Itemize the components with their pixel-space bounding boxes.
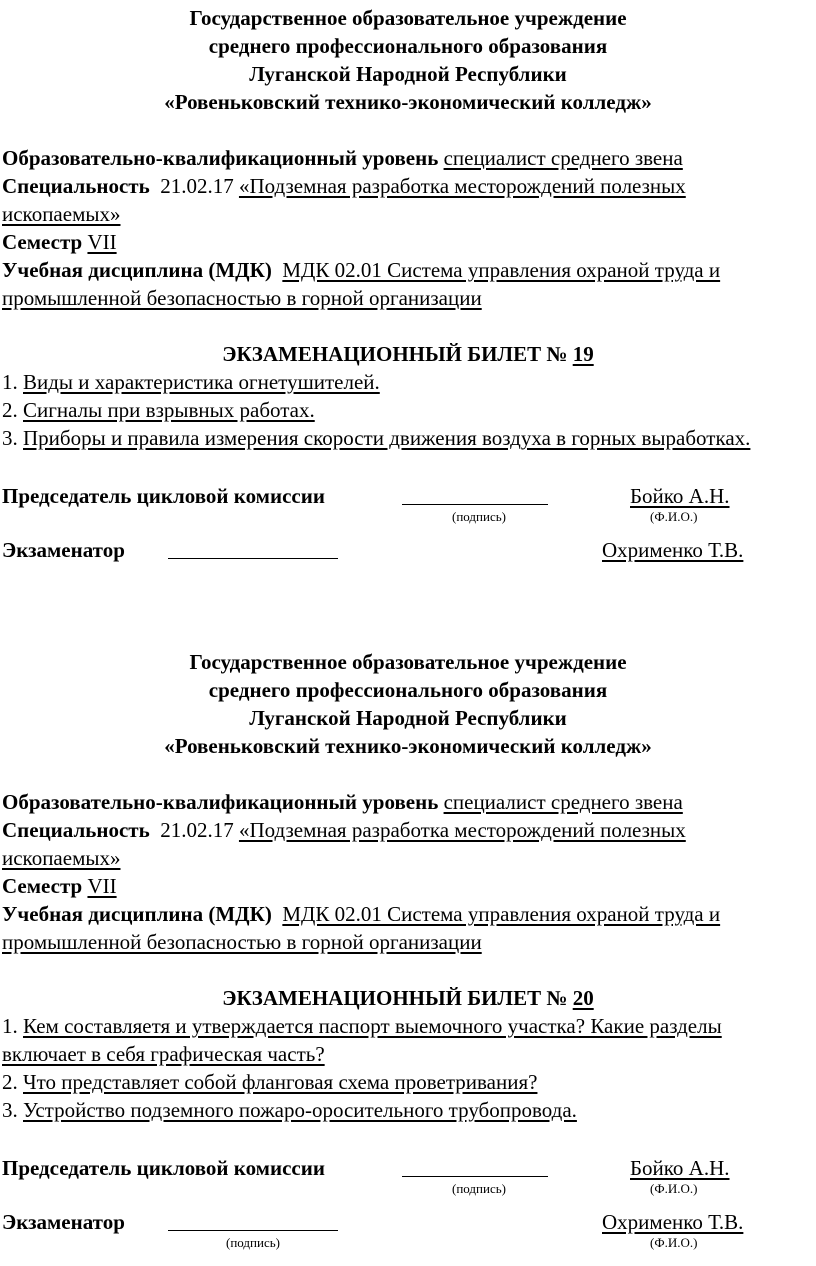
question-number: 1. (2, 370, 18, 394)
examiner-name: Охрименко Т.В. (602, 1210, 744, 1234)
question-item (2, 396, 762, 424)
qualification-level-row (2, 144, 802, 172)
specialty-label: Специальность (2, 174, 150, 198)
question-number: 1. (2, 1014, 18, 1038)
specialty-code: 21.02.17 (160, 818, 234, 842)
examiner-label: Экзаменатор (2, 1210, 125, 1234)
semester-row (2, 228, 802, 256)
question-list (0, 368, 762, 452)
specialty-row (2, 816, 802, 872)
discipline-label: Учебная дисциплина (МДК) (2, 902, 272, 926)
specialty-value: «Подземная разработка месторождений полезных ископаемых» (2, 818, 686, 870)
fio-hint: (Ф.И.О.) (650, 509, 698, 524)
header-line-3: Луганской Народной Республики (249, 706, 567, 730)
header-line-3: Луганской Народной Республики (249, 62, 567, 86)
header-line-2: среднего профессионального образования (208, 34, 608, 58)
header-line-1: Государственное образовательное учреждение (189, 650, 627, 674)
question-item (2, 1068, 762, 1096)
discipline-row (2, 256, 802, 312)
header-line-1: Государственное образовательное учреждение (189, 6, 627, 30)
ticket-info (0, 144, 802, 312)
specialty-code: 21.02.17 (160, 174, 234, 198)
ticket-number: 19 (572, 342, 594, 366)
question-text: Приборы и правила измерения скорости движения воздуха в горных выработках. (23, 426, 751, 450)
ticket-number: 20 (572, 986, 594, 1010)
exam-ticket-19 (0, 4, 816, 586)
question-item (2, 368, 762, 396)
ticket-info (0, 788, 802, 956)
examiner-name: Охрименко Т.В. (602, 538, 744, 562)
signature-line (168, 1230, 338, 1231)
signature-line (402, 1176, 548, 1177)
question-number: 2. (2, 398, 18, 422)
qualification-level-row (2, 788, 802, 816)
institution-header (0, 648, 816, 760)
ticket-title-prefix: ЭКЗАМЕНАЦИОННЫЙ БИЛЕТ № (222, 342, 568, 366)
question-text: Виды и характеристика огнетушителей. (23, 370, 380, 394)
examiner-label: Экзаменатор (2, 538, 125, 562)
chair-name: Бойко А.Н. (630, 1156, 730, 1180)
qualification-level-label: Образовательно-квалификационный уровень (2, 146, 439, 170)
chair-signature-row (0, 482, 816, 532)
discipline-value: МДК 02.01 Система управления охраной труда и промышленной безопасностью в горной организации (2, 902, 721, 954)
fio-hint: (Ф.И.О.) (650, 1235, 698, 1250)
question-item (2, 1012, 762, 1068)
signature-hint: (подпись) (226, 1235, 280, 1250)
chair-signature-row (0, 1154, 816, 1204)
question-text: Кем составляетя и утверждается паспорт выемочного участка? Какие разделы включает в себя графическая часть? (2, 1014, 722, 1066)
header-line-4: «Ровеньковский технико-экономический колледж» (164, 734, 652, 758)
semester-label: Семестр (2, 230, 83, 254)
qualification-level-value: специалист среднего звена (443, 146, 683, 170)
chair-label: Председатель цикловой комиссии (2, 484, 325, 508)
header-line-2: среднего профессионального образования (208, 678, 608, 702)
exam-ticket-20 (0, 648, 816, 1258)
ticket-title-prefix: ЭКЗАМЕНАЦИОННЫЙ БИЛЕТ № (222, 986, 568, 1010)
fio-hint: (Ф.И.О.) (650, 1181, 698, 1196)
question-number: 3. (2, 1098, 18, 1122)
specialty-row (2, 172, 802, 228)
discipline-value: МДК 02.01 Система управления охраной труда и промышленной безопасностью в горной организации (2, 258, 721, 310)
question-item (2, 1096, 762, 1124)
header-line-4: «Ровеньковский технико-экономический колледж» (164, 90, 652, 114)
question-number: 2. (2, 1070, 18, 1094)
ticket-title (0, 340, 816, 368)
signature-hint: (подпись) (452, 509, 506, 524)
question-text: Устройство подземного пожаро-оросительного трубопровода. (23, 1098, 577, 1122)
semester-value: VII (87, 874, 117, 898)
chair-name: Бойко А.Н. (630, 484, 730, 508)
question-number: 3. (2, 426, 18, 450)
qualification-level-label: Образовательно-квалификационный уровень (2, 790, 439, 814)
question-text: Сигналы при взрывных работах. (23, 398, 315, 422)
signature-line (402, 504, 548, 505)
specialty-value: «Подземная разработка месторождений полезных ископаемых» (2, 174, 686, 226)
signature-line (168, 558, 338, 559)
specialty-label: Специальность (2, 818, 150, 842)
examiner-signature-row (0, 1208, 816, 1258)
ticket-title (0, 984, 816, 1012)
semester-row (2, 872, 802, 900)
question-list (0, 1012, 762, 1124)
semester-value: VII (87, 230, 117, 254)
discipline-label: Учебная дисциплина (МДК) (2, 258, 272, 282)
institution-header (0, 4, 816, 116)
chair-label: Председатель цикловой комиссии (2, 1156, 325, 1180)
semester-label: Семестр (2, 874, 83, 898)
discipline-row (2, 900, 802, 956)
examiner-signature-row (0, 536, 816, 586)
signature-hint: (подпись) (452, 1181, 506, 1196)
question-text: Что представляет собой фланговая схема проветривания? (23, 1070, 538, 1094)
question-item (2, 424, 762, 452)
qualification-level-value: специалист среднего звена (443, 790, 683, 814)
